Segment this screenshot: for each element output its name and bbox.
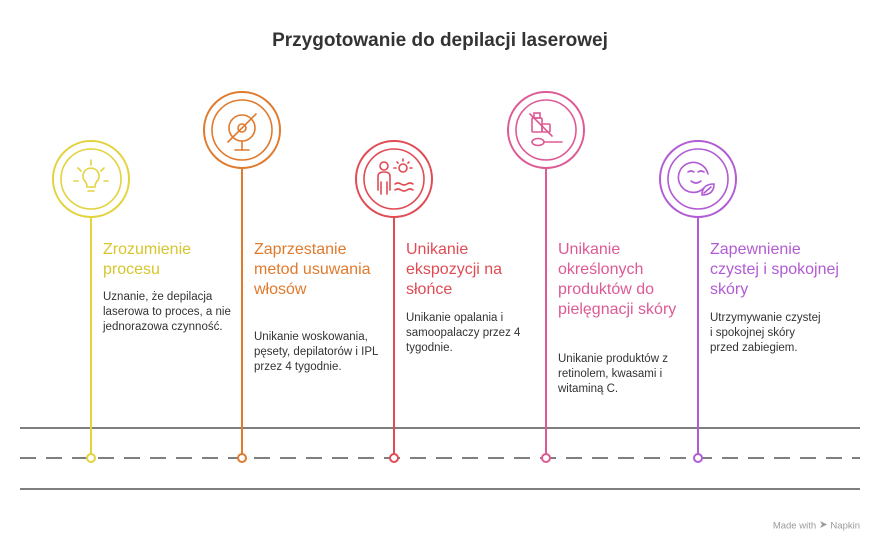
step-4-heading: Unikanie określonych produktów do pielęgnacji skóry: [558, 241, 677, 318]
step-2-node: [238, 454, 246, 462]
step-3-heading: Unikanie ekspozycji na słońce: [406, 241, 503, 298]
step-4-description: Unikanie produktów z retinolem, kwasami i witaminą C.: [558, 353, 668, 395]
step-1-heading: Zrozumienie procesu: [103, 241, 192, 278]
watermark-brand: Napkin: [830, 520, 860, 532]
step-3-marker: [356, 141, 432, 462]
step-5-node: [694, 454, 702, 462]
step-3-node: [390, 454, 398, 462]
timeline-track: [20, 428, 860, 489]
diagram-title: Przygotowanie do depilacji laserowej: [272, 30, 608, 51]
step-1-ring: [53, 141, 129, 217]
step-5-heading: Zapewnienie czystej i spokojnej skóry: [710, 241, 839, 298]
step-3-description: Unikanie opalania i samoopalaczy przez 4 tygodnie.: [406, 312, 521, 354]
napkin-logo-icon: [819, 520, 828, 532]
step-4-node: [542, 454, 550, 462]
step-2-heading: Zaprzestanie metod usuwania włosów: [254, 241, 371, 298]
step-5-ring: [660, 141, 736, 217]
step-5-description: Utrzymywanie czystej i spokojnej skóry przed zabiegiem.: [710, 312, 821, 354]
step-2-ring: [204, 92, 280, 168]
napkin-watermark: [773, 520, 860, 532]
step-3-ring: [356, 141, 432, 217]
step-2-description: Unikanie woskowania, pęsety, depilatorów i IPL przez 4 tygodnie.: [254, 331, 379, 373]
watermark-prefix: Made with: [772, 520, 817, 532]
step-1-description: Uznanie, że depilacja laserowa to proces, a nie jednorazowa czynność.: [103, 291, 231, 333]
step-1-node: [87, 454, 95, 462]
